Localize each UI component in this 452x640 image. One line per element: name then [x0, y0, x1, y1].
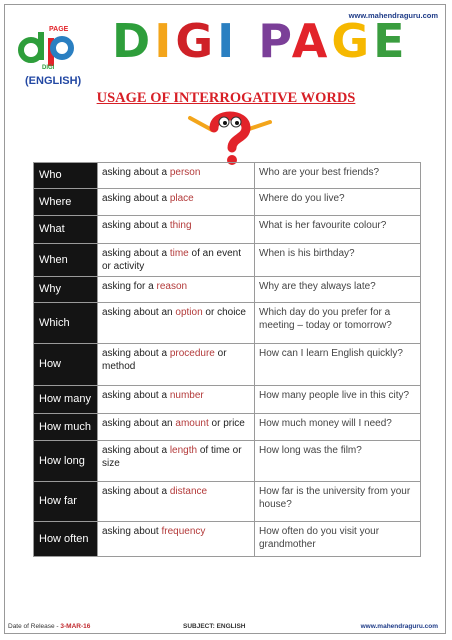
example-sentence: When is his birthday?	[255, 244, 421, 277]
example-sentence: Why are they always late?	[255, 277, 421, 303]
meaning-text: asking for a	[102, 281, 157, 292]
interrogative-word: How much	[34, 414, 98, 441]
meaning-keyword: amount	[175, 418, 209, 429]
example-sentence: How many people live in this city?	[255, 386, 421, 414]
meaning-keyword: length	[169, 445, 198, 456]
example-sentence: How much money will I need?	[255, 414, 421, 441]
usage-meaning	[98, 303, 255, 344]
interrogative-word: How far	[34, 482, 98, 522]
table-row	[34, 441, 421, 482]
table-row	[34, 163, 421, 189]
digi-page-logo-icon	[18, 22, 80, 70]
usage-meaning	[98, 277, 255, 303]
meaning-keyword: frequency	[161, 526, 206, 537]
question-mark-character-icon	[184, 108, 276, 166]
usage-meaning	[98, 522, 255, 557]
release-date	[8, 623, 90, 630]
subject-tag: (ENGLISH)	[25, 75, 82, 87]
table-row	[34, 216, 421, 244]
table-row	[34, 344, 421, 386]
logo-bottom-text: DIGI	[42, 65, 55, 70]
meaning-text: asking about a	[102, 248, 170, 259]
page-title	[112, 14, 409, 68]
title-letter: E	[373, 14, 409, 68]
table-row	[34, 482, 421, 522]
section-heading: USAGE OF INTERROGATIVE WORDS	[96, 90, 356, 106]
usage-meaning	[98, 189, 255, 216]
table-row	[34, 386, 421, 414]
meaning-text: or method	[102, 348, 227, 372]
usage-meaning	[98, 344, 255, 386]
interrogative-word: Who	[34, 163, 98, 189]
example-sentence: How far is the university from your house?	[255, 482, 421, 522]
meaning-keyword: time	[169, 248, 189, 259]
meaning-keyword: distance	[169, 486, 208, 497]
usage-meaning	[98, 244, 255, 277]
title-letter: I	[217, 14, 239, 68]
interrogative-word: When	[34, 244, 98, 277]
site-url-top[interactable]: www.mahendraguru.com	[348, 11, 438, 20]
example-sentence: Which day do you prefer for a meeting – today or tomorrow?	[255, 303, 421, 344]
meaning-text: asking about an	[102, 307, 176, 318]
usage-meaning	[98, 216, 255, 244]
interrogative-word: How	[34, 344, 98, 386]
example-sentence: How often do you visit your grandmother	[255, 522, 421, 557]
meaning-text: asking about a	[102, 390, 170, 401]
table-row	[34, 522, 421, 557]
usage-meaning	[98, 482, 255, 522]
usage-meaning	[98, 386, 255, 414]
site-url-footer[interactable]: www.mahendraguru.com	[360, 623, 438, 630]
title-letter: G	[175, 14, 218, 68]
meaning-keyword: thing	[169, 220, 192, 231]
title-letter: G	[331, 14, 374, 68]
footer-subject: SUBJECT: ENGLISH	[183, 623, 246, 630]
meaning-keyword: person	[169, 167, 201, 178]
interrogative-word: Which	[34, 303, 98, 344]
meaning-text: asking about a	[102, 486, 170, 497]
release-label: Date of Release -	[8, 623, 61, 630]
example-sentence: How long was the film?	[255, 441, 421, 482]
title-letter: D	[112, 14, 155, 68]
interrogative-words-table	[33, 162, 421, 557]
table-row	[34, 189, 421, 216]
title-letter: A	[291, 14, 332, 68]
title-letter: I	[154, 14, 176, 68]
usage-meaning	[98, 441, 255, 482]
interrogative-word: Why	[34, 277, 98, 303]
example-sentence: What is her favourite colour?	[255, 216, 421, 244]
example-sentence: Who are your best friends?	[255, 163, 421, 189]
example-sentence: Where do you live?	[255, 189, 421, 216]
usage-meaning	[98, 414, 255, 441]
interrogative-word: Where	[34, 189, 98, 216]
interrogative-word: How many	[34, 386, 98, 414]
meaning-text: asking about a	[102, 167, 170, 178]
meaning-text: asking about a	[102, 348, 170, 359]
table-row	[34, 414, 421, 441]
meaning-text: asking about a	[102, 193, 170, 204]
interrogative-word: How often	[34, 522, 98, 557]
usage-meaning	[98, 163, 255, 189]
release-date-value: 3-MAR-16	[60, 623, 91, 630]
table-row	[34, 303, 421, 344]
meaning-keyword: procedure	[169, 348, 215, 359]
meaning-text: asking about a	[102, 220, 170, 231]
logo-top-text: PAGE	[49, 26, 69, 33]
meaning-text: or price	[208, 418, 245, 429]
meaning-text: or choice	[202, 307, 246, 318]
meaning-text: of time or size	[102, 445, 242, 469]
meaning-keyword: number	[169, 390, 204, 401]
title-space	[238, 14, 258, 68]
interrogative-word: What	[34, 216, 98, 244]
example-sentence: How can I learn English quickly?	[255, 344, 421, 386]
meaning-text: asking about	[102, 526, 162, 537]
title-letter: P	[258, 14, 292, 68]
meaning-text: of an event or activity	[102, 248, 241, 272]
table-row	[34, 277, 421, 303]
meaning-text: asking about a	[102, 445, 170, 456]
meaning-text: asking about an	[102, 418, 176, 429]
meaning-keyword: place	[169, 193, 194, 204]
meaning-keyword: option	[175, 307, 203, 318]
table-row	[34, 244, 421, 277]
interrogative-word: How long	[34, 441, 98, 482]
meaning-keyword: reason	[156, 281, 188, 292]
